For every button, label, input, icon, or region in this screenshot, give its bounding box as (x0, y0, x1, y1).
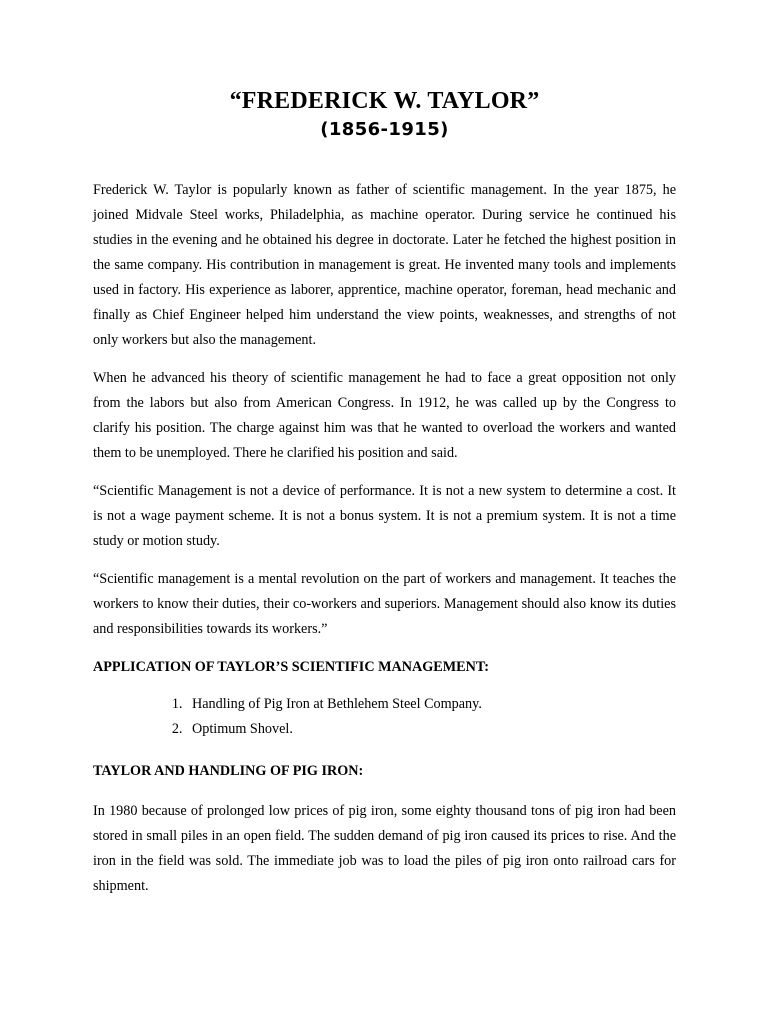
list-item: 2. Optimum Shovel. (186, 717, 676, 742)
list-item: 1. Handling of Pig Iron at Bethlehem Steel Company. (186, 692, 676, 717)
heading-application: APPLICATION OF TAYLOR’S SCIENTIFIC MANAGEMENT: (93, 659, 489, 675)
paragraph-intro: Frederick W. Taylor is popularly known as father of scientific management. In the year 1875, he joined Midvale Steel works, Philadelphia, as machine operator. During service he continued his studies in the evening and he obtained his degree in doctorate. Later he fetched the highest position in the same company. His contribution in management is great. He invented many tools and implements used in factory. His experience as laborer, apprentice, machine operator, foreman, head mechanic and finally as Chief Engineer helped him understand the view points, weaknesses, and strengths of not only workers but also the management. (93, 182, 676, 348)
paragraph-pig-iron: In 1980 because of prolonged low prices of pig iron, some eighty thousand tons of pig iron had been stored in small piles in an open field. The sudden demand of pig iron caused its prices to rise. And the iron in the field was sold. The immediate job was to load the piles of pig iron onto railroad cars for shipment. (93, 803, 676, 894)
paragraph-quote-revolution: “Scientific management is a mental revolution on the part of workers and management. It teaches the workers to know their duties, their co-workers and superiors. Management should also know its duties and responsibilities towards its workers.” (93, 571, 676, 637)
paragraph-quote-not: “Scientific Management is not a device of performance. It is not a new system to determine a cost. It is not a wage payment scheme. It is not a bonus system. It is not a premium system. It is not a time study or motion study. (93, 483, 676, 549)
heading-pig-iron: TAYLOR AND HANDLING OF PIG IRON: (93, 763, 364, 779)
document-subtitle: (1856-1915) (320, 119, 449, 140)
application-list (93, 692, 676, 742)
document-title: “FREDERICK W. TAYLOR” (229, 88, 540, 114)
paragraph-opposition: When he advanced his theory of scientific management he had to face a great opposition not only from the labors but also from American Congress. In 1912, he was called up by the Congress to clarify his position. The charge against him was that he wanted to overload the workers and wanted them to be unemployed. There he clarified his position and said. (93, 370, 676, 461)
